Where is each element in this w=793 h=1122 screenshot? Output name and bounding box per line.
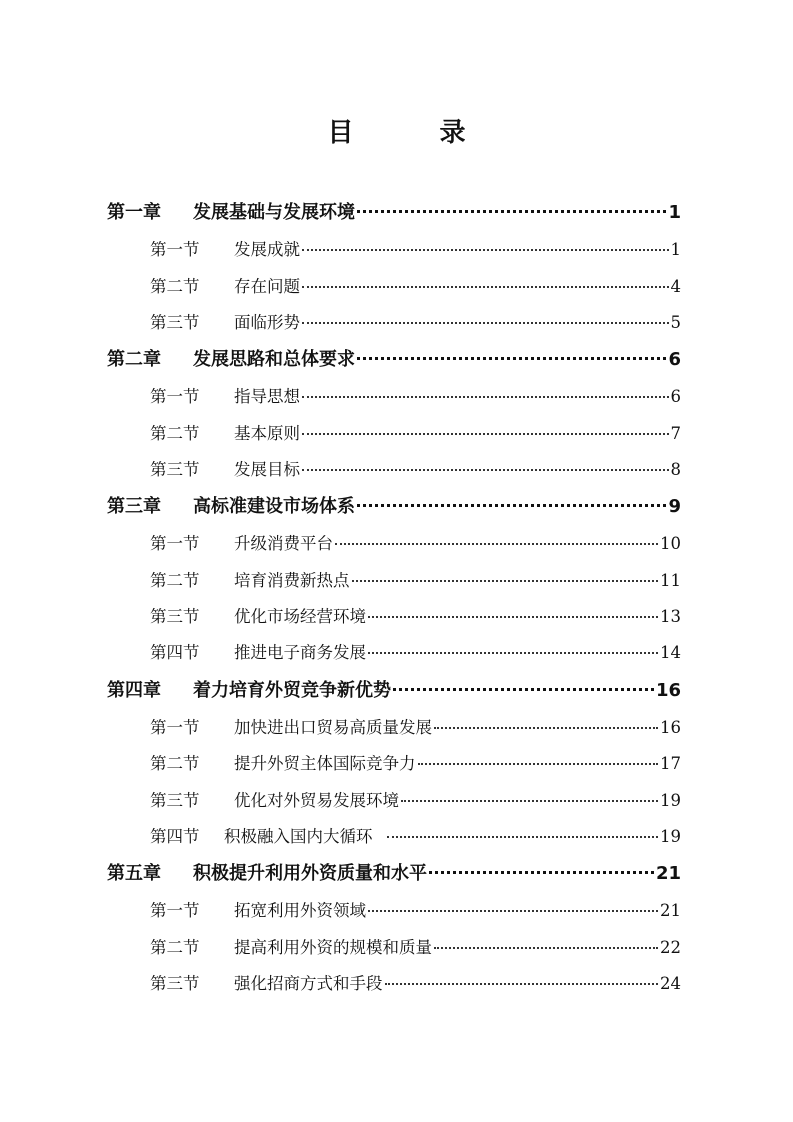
dot-leader	[302, 286, 669, 288]
section-number: 第一节	[150, 718, 200, 737]
page-number: 7	[670, 424, 681, 443]
chapter-number: 第四章	[107, 680, 161, 701]
toc-entry-chapter-1[interactable]	[107, 198, 681, 224]
toc-entry-section[interactable]	[150, 897, 681, 921]
dot-leader	[357, 357, 666, 360]
dot-leader	[401, 800, 658, 802]
dot-leader	[434, 947, 658, 949]
page-number: 19	[660, 827, 681, 846]
chapter-number: 第三章	[107, 496, 161, 517]
page-number: 22	[660, 938, 681, 957]
section-title: 优化市场经营环境	[234, 607, 366, 626]
dot-leader	[357, 504, 666, 507]
page-number: 1	[668, 202, 681, 223]
page-number: 4	[670, 277, 681, 296]
toc-entry-section[interactable]	[150, 236, 681, 260]
page-number: 16	[655, 680, 681, 701]
section-number: 第三节	[150, 607, 200, 626]
toc-entry-section[interactable]	[150, 420, 681, 444]
dot-leader	[352, 580, 659, 582]
page-number: 1	[670, 240, 681, 259]
section-number: 第一节	[150, 387, 200, 406]
toc-entry-section[interactable]	[150, 567, 681, 591]
page-number: 16	[660, 718, 681, 737]
dot-leader	[429, 871, 654, 874]
dot-leader	[302, 249, 669, 251]
section-number: 第二节	[150, 424, 200, 443]
page-number: 24	[660, 974, 681, 993]
section-number: 第二节	[150, 571, 200, 590]
page-number: 6	[670, 387, 681, 406]
section-title: 强化招商方式和手段	[234, 974, 383, 993]
page-number: 10	[660, 534, 681, 553]
section-title: 优化对外贸易发展环境	[234, 791, 399, 810]
section-number: 第三节	[150, 974, 200, 993]
toc-entry-chapter-3[interactable]	[107, 492, 681, 518]
section-number: 第一节	[150, 240, 200, 259]
section-title: 培育消费新热点	[234, 571, 350, 590]
section-title: 提升外贸主体国际竞争力	[234, 754, 416, 773]
page-number: 11	[660, 571, 681, 590]
section-title: 升级消费平台	[234, 534, 333, 553]
page-number: 9	[668, 496, 681, 517]
section-number: 第一节	[150, 901, 200, 920]
chapter-number: 第一章	[107, 202, 161, 223]
dot-leader	[418, 763, 659, 765]
dot-leader	[393, 688, 654, 691]
page-number: 14	[660, 643, 681, 662]
section-title: 拓宽利用外资领域	[234, 901, 366, 920]
toc-entry-section[interactable]	[150, 787, 681, 811]
dot-leader	[368, 616, 658, 618]
section-title: 加快进出口贸易高质量发展	[234, 718, 432, 737]
chapter-title: 发展基础与发展环境	[193, 202, 355, 223]
toc-entry-section[interactable]	[150, 530, 681, 554]
section-title: 面临形势	[234, 313, 300, 332]
section-number: 第四节	[150, 643, 200, 662]
toc-entry-section[interactable]	[150, 639, 681, 663]
toc-entry-section[interactable]	[150, 309, 681, 333]
chapter-title: 着力培育外贸竞争新优势	[193, 680, 391, 701]
section-title: 发展成就	[234, 240, 300, 259]
toc-entry-section[interactable]	[150, 823, 681, 847]
dot-leader	[302, 433, 669, 435]
page-number: 21	[655, 863, 681, 884]
dot-leader	[302, 469, 669, 471]
dot-leader	[302, 322, 669, 324]
section-title: 积极融入国内大循环	[224, 827, 373, 846]
page-number: 8	[670, 460, 681, 479]
chapter-number: 第五章	[107, 863, 161, 884]
dot-leader	[434, 727, 658, 729]
dot-leader	[335, 543, 658, 545]
section-title: 推进电子商务发展	[234, 643, 366, 662]
section-number: 第二节	[150, 754, 200, 773]
toc-entry-section[interactable]	[150, 456, 681, 480]
dot-leader	[368, 910, 658, 912]
section-title: 提高利用外资的规模和质量	[234, 938, 432, 957]
dot-leader	[368, 652, 658, 654]
page-title: 目 录	[327, 118, 496, 148]
chapter-title: 高标准建设市场体系	[193, 496, 355, 517]
page-number: 6	[668, 349, 681, 370]
toc-entry-section[interactable]	[150, 750, 681, 774]
page-number: 17	[660, 754, 681, 773]
toc-entry-section[interactable]	[150, 603, 681, 627]
page-number: 19	[660, 791, 681, 810]
toc-entry-chapter-5[interactable]	[107, 859, 681, 885]
section-title: 基本原则	[234, 424, 300, 443]
section-title: 指导思想	[234, 387, 300, 406]
section-number: 第四节	[150, 827, 200, 846]
chapter-title: 积极提升利用外资质量和水平	[193, 863, 427, 884]
toc-entry-section[interactable]	[150, 934, 681, 958]
section-number: 第三节	[150, 791, 200, 810]
section-number: 第三节	[150, 313, 200, 332]
dot-leader	[302, 396, 669, 398]
page-number: 21	[660, 901, 681, 920]
section-number: 第二节	[150, 938, 200, 957]
dot-leader	[387, 836, 659, 838]
section-title: 存在问题	[234, 277, 300, 296]
toc-entry-section[interactable]	[150, 714, 681, 738]
section-number: 第三节	[150, 460, 200, 479]
toc-entry-chapter-2[interactable]	[107, 345, 681, 371]
chapter-number: 第二章	[107, 349, 161, 370]
toc-entry-section[interactable]	[150, 970, 681, 994]
dot-leader	[385, 983, 659, 985]
toc-entry-chapter-4[interactable]	[107, 676, 681, 702]
page-number: 13	[660, 607, 681, 626]
page-number: 5	[670, 313, 681, 332]
section-number: 第二节	[150, 277, 200, 296]
toc-entry-section[interactable]	[150, 383, 681, 407]
toc-entry-section[interactable]	[150, 273, 681, 297]
section-number: 第一节	[150, 534, 200, 553]
chapter-title: 发展思路和总体要求	[193, 349, 355, 370]
section-title: 发展目标	[234, 460, 300, 479]
dot-leader	[357, 210, 666, 213]
